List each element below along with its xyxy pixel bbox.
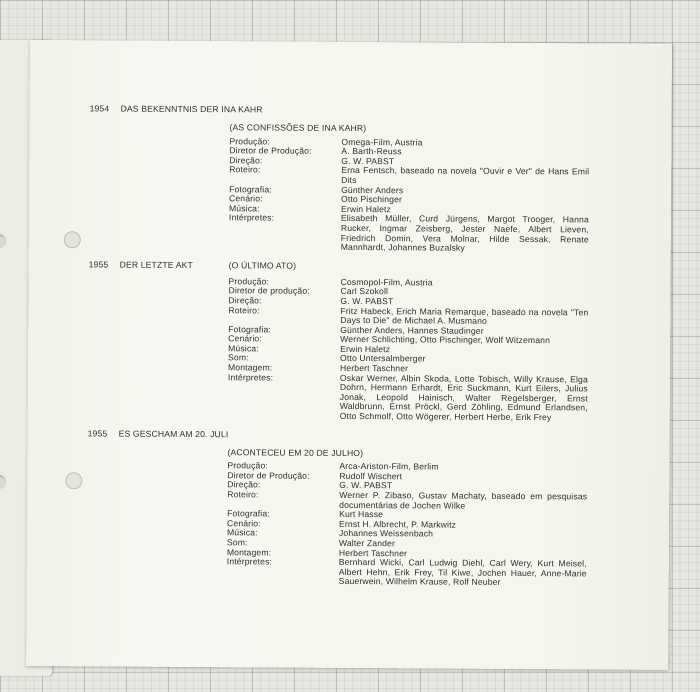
credit-role: Música: (228, 202, 260, 214)
film-year: 1954 (89, 103, 110, 114)
credit-value: G. W. PABST (339, 480, 393, 491)
film-alt-title: (O ÚLTIMO ATO) (228, 259, 297, 271)
credit-value: Werner P. Zibaso, Gustav Machaty, baseado em pesquisas documentárias de Jochen Wilke (339, 489, 588, 511)
credits-list (227, 461, 628, 588)
credit-row (228, 306, 628, 328)
credit-value: Cosmopol-Film, Austria (340, 276, 433, 288)
credit-row (227, 490, 627, 512)
credit-role: Som: (228, 352, 249, 363)
credits-list (228, 277, 629, 423)
film-alt-title: (AS CONFISSÕES DE INA KAHR) (229, 122, 367, 134)
credit-value: Herbert Taschner (338, 547, 408, 558)
film-entry (89, 104, 630, 254)
credit-role: Diretor de Produção: (227, 470, 310, 481)
punch-hole (0, 475, 6, 489)
credit-role: Cenário: (227, 517, 261, 529)
film-entry (88, 260, 629, 423)
film-heading (88, 429, 628, 444)
credit-role: Cenário: (228, 333, 262, 344)
credit-value: Erwin Haletz (340, 343, 391, 355)
punch-hole (64, 231, 81, 248)
credit-value: Werner Schlichting, Otto Pischinger, Wolf Witzemann (340, 334, 551, 346)
credit-value: Günther Anders (341, 184, 404, 195)
credit-value: Erwin Haletz (340, 203, 392, 214)
credit-role: Fotografia: (227, 508, 270, 519)
credit-value: G. W. PABST (341, 155, 395, 167)
film-entry (87, 429, 628, 589)
credit-role: Produção: (229, 135, 270, 147)
credit-value: Oskar Werner, Albin Skoda, Lotte Tobisch, Willy Krause, Elga Dohrn, Hermann Erhardt, Eric Suckmann, Kurt Eilers, Julius Jonak, Leopold Hainisch, Walter Regelsberger, Ernst Waldbrunn, Ernst Pröckl, Gerd Zöhling, Edmund Erlandsen, Otto Schmolf, Otto Wögerer, Herbert Herbe, Erik Frey (339, 372, 588, 423)
credit-value: Otto Untersalmberger (340, 353, 426, 364)
credit-role: Produção: (228, 275, 270, 287)
document-page (26, 40, 672, 670)
credit-value: Kurt Hasse (339, 509, 384, 520)
film-alt-title: (ACONTECEU EM 20 DE JULHO) (227, 446, 364, 458)
credit-value: Günther Anders, Hannes Staudinger (340, 324, 484, 336)
credit-role: Música: (226, 527, 258, 538)
credit-role: Som: (226, 537, 248, 548)
credit-role: Música: (228, 343, 259, 354)
film-title: ES GESCHAM AM 20. JULI (118, 428, 229, 439)
credit-role: Diretor de produção: (228, 285, 310, 297)
credit-role: Produção: (227, 460, 268, 471)
credit-role: Fotografia: (229, 183, 272, 195)
credit-row (229, 166, 629, 188)
credits-list (229, 137, 630, 255)
credit-value: Walter Zander (338, 537, 396, 549)
film-heading (90, 104, 630, 119)
credit-value: Carl Szokoll (340, 286, 389, 297)
credit-value: Otto Pischinger (341, 194, 403, 205)
film-title: DAS BEKENNTNIS DER INA KAHR (120, 103, 263, 115)
punch-hole (65, 472, 82, 489)
film-heading (89, 260, 629, 275)
credit-value: Ernst H. Albrecht, P. Markwitz (339, 518, 457, 530)
credit-role: Intérpretes: (228, 212, 275, 223)
credit-value: Fritz Habeck, Erich Maria Remarque, baseado na novela "Ten Days to Die" de Michael A. Musmano (340, 305, 589, 326)
credit-role: Direção: (229, 155, 263, 166)
credit-value: Bernhard Wicki, Carl Ludwig Diehl, Carl Wery, Kurt Meisel, Albert Hehn, Erik Frey, Til Kiwe, Jochen Hauer, Anne-Marie Sauerwein, Wilhelm Krause, Rolf Neuber (338, 557, 587, 588)
credit-role: Diretor de Produção: (229, 145, 312, 156)
filmography-list (87, 104, 630, 597)
credit-value: Elisabeth Müller, Curd Jürgens, Margot Trooger, Hanna Rucker, Ingmar Zeisberg, Jester Naefe, Albert Lieven, Friedrich Domin, Vera Molnar, Hilde Sessak, Renate Mannhardt, Johannes Buzalsky (340, 213, 589, 253)
credit-value: A. Barth-Reuss (341, 146, 402, 157)
punch-hole (0, 234, 6, 248)
credit-value: Herbert Taschner (339, 362, 409, 374)
credit-value: G. W. PABST (340, 295, 394, 307)
credit-role: Intérpretes: (226, 556, 273, 567)
film-year: 1955 (87, 427, 108, 439)
credit-role: Cenário: (229, 193, 263, 204)
credit-value: Omega-Film, Austria (341, 136, 423, 147)
credit-role: Montagem: (226, 546, 272, 558)
credit-role: Intérpretes: (227, 371, 274, 383)
credit-role: Fotografia: (228, 323, 272, 335)
credit-role: Direção: (227, 479, 261, 490)
credit-row (227, 557, 627, 588)
film-year: 1955 (88, 259, 109, 270)
credit-role: Roteiro: (227, 489, 259, 500)
credit-row (228, 373, 628, 423)
credit-row (229, 214, 629, 255)
credit-role: Roteiro: (228, 304, 260, 315)
credit-value: Rudolf Wischert (339, 470, 403, 482)
credit-value: Erna Fentsch, baseado na novela "Ouvir e Ver" de Hans Emil Dits (341, 165, 590, 185)
credit-value: Arca-Ariston-Film, Berlim (339, 461, 439, 472)
credit-value: Johannes Weissenbach (338, 528, 434, 539)
credit-role: Montagem: (227, 362, 273, 373)
film-title: DER LETZTE AKT (119, 259, 193, 270)
credit-role: Roteiro: (229, 164, 261, 175)
credit-role: Direção: (228, 295, 262, 306)
